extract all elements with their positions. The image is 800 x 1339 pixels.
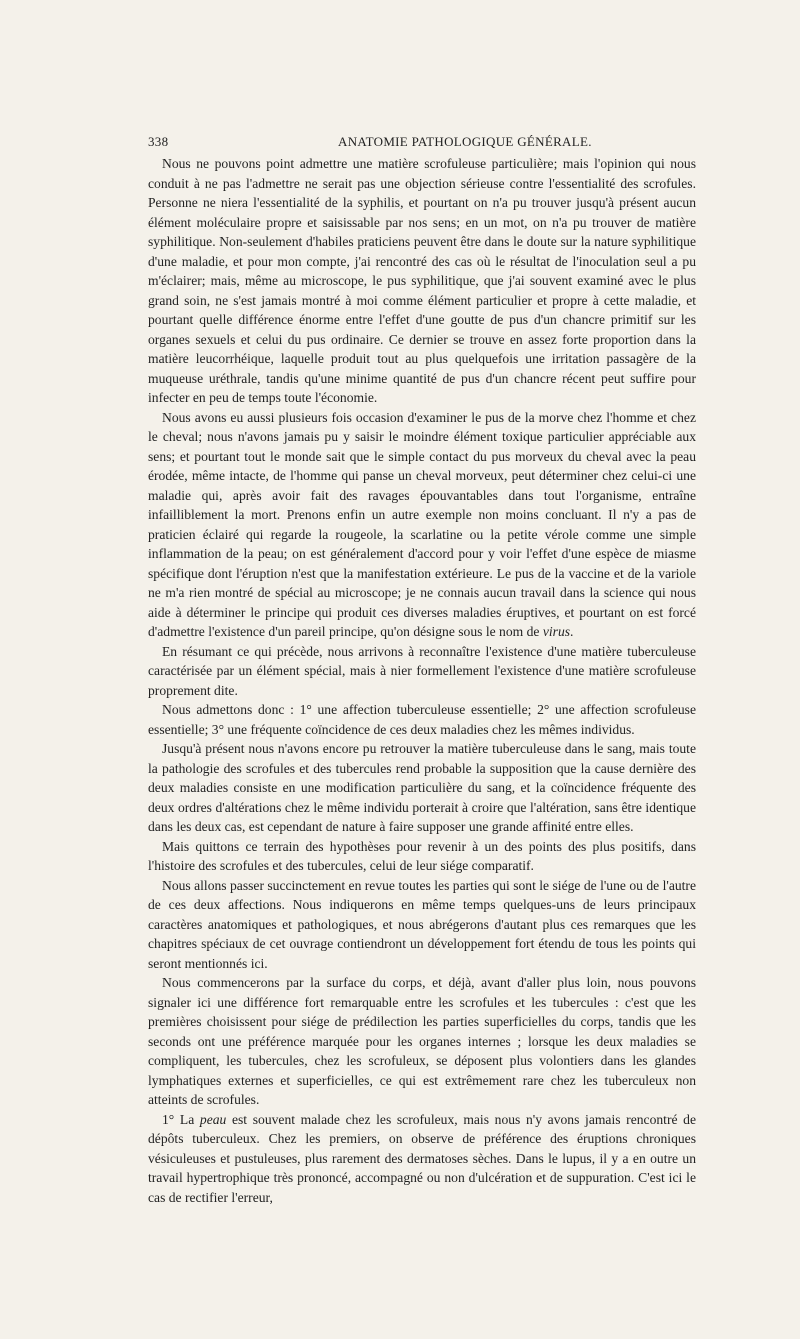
punctuation: .	[570, 624, 574, 639]
page-header	[148, 134, 696, 154]
paragraph-text: est souvent malade chez les scrofuleux, mais nous n'y avons jamais rencontré de dépôts tuberculeux. Chez les premiers, on observe de préférence des éruptions chroniques vésiculeuses et pustuleuses, plus rarement des dermatoses sèches. Dans le lupus, il y a en outre un travail hypertrophique très prononcé, accompagné ou non d'ulcération et de suppuration. C'est ici le cas de rectifier l'erreur,	[148, 1111, 696, 1205]
running-title: ANATOMIE PATHOLOGIQUE GÉNÉRALE.	[338, 134, 592, 149]
page-number: 338	[148, 134, 169, 149]
paragraph: Nous commencerons par la surface du corps, et déjà, avant d'aller plus loin, nous pouvons signaler ici une différence fort remarquable entre les scrofules et les tubercules : c'est que les premières choisissent pour siége de prédilection les parties superficielles du corps, tandis que les seconds ont une préférence marquée pour les organes internes ; lorsque les deux maladies se compliquent, les tubercules, chez les scrofuleux, se déposent plus volontiers dans les glandes lymphatiques externes et superficielles, ce qui est extrêmement rare chez les tuberculeux non atteints de scrofules.	[148, 975, 696, 1107]
italic-term: virus	[542, 624, 571, 639]
paragraph: Nous allons passer succinctement en revue toutes les parties qui sont le siége de l'une ou de l'autre de ces deux affections. Nous indiquerons en même temps quelques-uns de leurs principaux caractères anatomiques et pathologiques, et nous abrégerons d'autant plus ces remarques que les chapitres spéciaux de cet ouvrage contiendront un développement fort étendu de tous les points qui seront mentionnés ici.	[148, 877, 696, 971]
paragraph: Mais quittons ce terrain des hypothèses pour revenir à un des points des plus positifs, dans l'histoire des scrofules et des tubercules, celui de leur siége comparatif.	[148, 838, 696, 873]
paragraph: Nous admettons donc : 1° une affection tuberculeuse essentielle; 2° une affection scrofuleuse essentielle; 3° une fréquente coïncidence de ces deux maladies chez les mêmes individus.	[148, 702, 696, 737]
paragraph	[148, 1110, 696, 1208]
body-text	[148, 154, 696, 1207]
paragraph: Nous ne pouvons point admettre une matière scrofuleuse particulière; mais l'opinion qui nous conduit à ne pas l'admettre ne serait pas une objection sérieuse contre l'essentialité des scrofules. Personne ne niera l'essentialité de la syphilis, et pourtant on n'a pu trouver jusqu'à présent aucun élément moléculaire propre et saisissable par nos sens; en un mot, on n'a pu trouver de matière syphilitique. Non-seulement d'habiles praticiens peuvent être dans le doute sur la nature syphilitique d'une maladie, et pour mon compte, j'ai rencontré des cas où le résultat de l'inoculation seul a pu m'éclairer; mais, même au microscope, le pus syphilitique, que j'ai souvent examiné avec le plus grand soin, ne s'est jamais montré à moi comme élément particulier et propre à cette maladie, et pourtant quelle différence énorme entre l'effet d'une goutte de pus d'un chancre primitif sur les organes sexuels et celui du pus ordinaire. Ce dernier se trouve en assez forte proportion dans la matière leucorrhéique, laquelle produit tout au plus quelquefois une irritation passagère de la muqueuse uréthrale, tandis qu'une minime quantité de pus d'un chancre récent peut suffire pour infecter en peu de temps toute l'économie.	[148, 156, 696, 405]
paragraph	[148, 408, 696, 642]
paragraph-text: Nous avons eu aussi plusieurs fois occasion d'examiner le pus de la morve chez l'homme et chez le cheval; nous n'avons jamais pu y saisir le moindre élément toxique particulier appréciable aux sens; et pourtant tout le monde sait que le simple contact du pus morveux du cheval avec la peau érodée, même intacte, de l'homme qui panse un cheval morveux, peut déterminer chez celui-ci une maladie qui, après avoir fait des ravages épouvantables dans tout l'organisme, entraîne infailliblement la mort. Prenons enfin un autre exemple non moins concluant. Il n'y a pas de praticien éclairé qui regarde la rougeole, la scarlatine ou la petite vérole comme une simple inflammation de la peau; on est généralement d'accord pour y voir l'effet d'une espèce de miasme spécifique dont l'éruption n'est que la manifestation extérieure. Le pus de la vaccine et de la variole ne m'a rien montré de spécial au microscope; je ne connais aucun travail dans la science qui nous aide à déterminer le principe qui produit ces diverses maladies éruptives, et pourtant on est forcé d'admettre l'existence d'un pareil principe, qu'on désigne sous le nom de	[148, 409, 696, 639]
italic-term: peau	[199, 1111, 227, 1127]
list-marker: 1° La	[162, 1111, 195, 1127]
paragraph: Jusqu'à présent nous n'avons encore pu retrouver la matière tuberculeuse dans le sang, mais toute la pathologie des scrofules et des tubercules rend probable la supposition que la cause dernière des deux maladies consiste en une modification particulière du sang, et la coïncidence fréquente des deux ordres d'altérations chez le même individu porterait à croire que l'altération, sans être identique dans les deux cas, est cependant de nature à faire supposer une grande affinité entre elles.	[148, 741, 696, 834]
paragraph: En résumant ce qui précède, nous arrivons à reconnaître l'existence d'une matière tuberculeuse caractérisée par un élément spécial, mais à nier formellement l'existence d'une matière scrofuleuse proprement dite.	[148, 643, 696, 698]
